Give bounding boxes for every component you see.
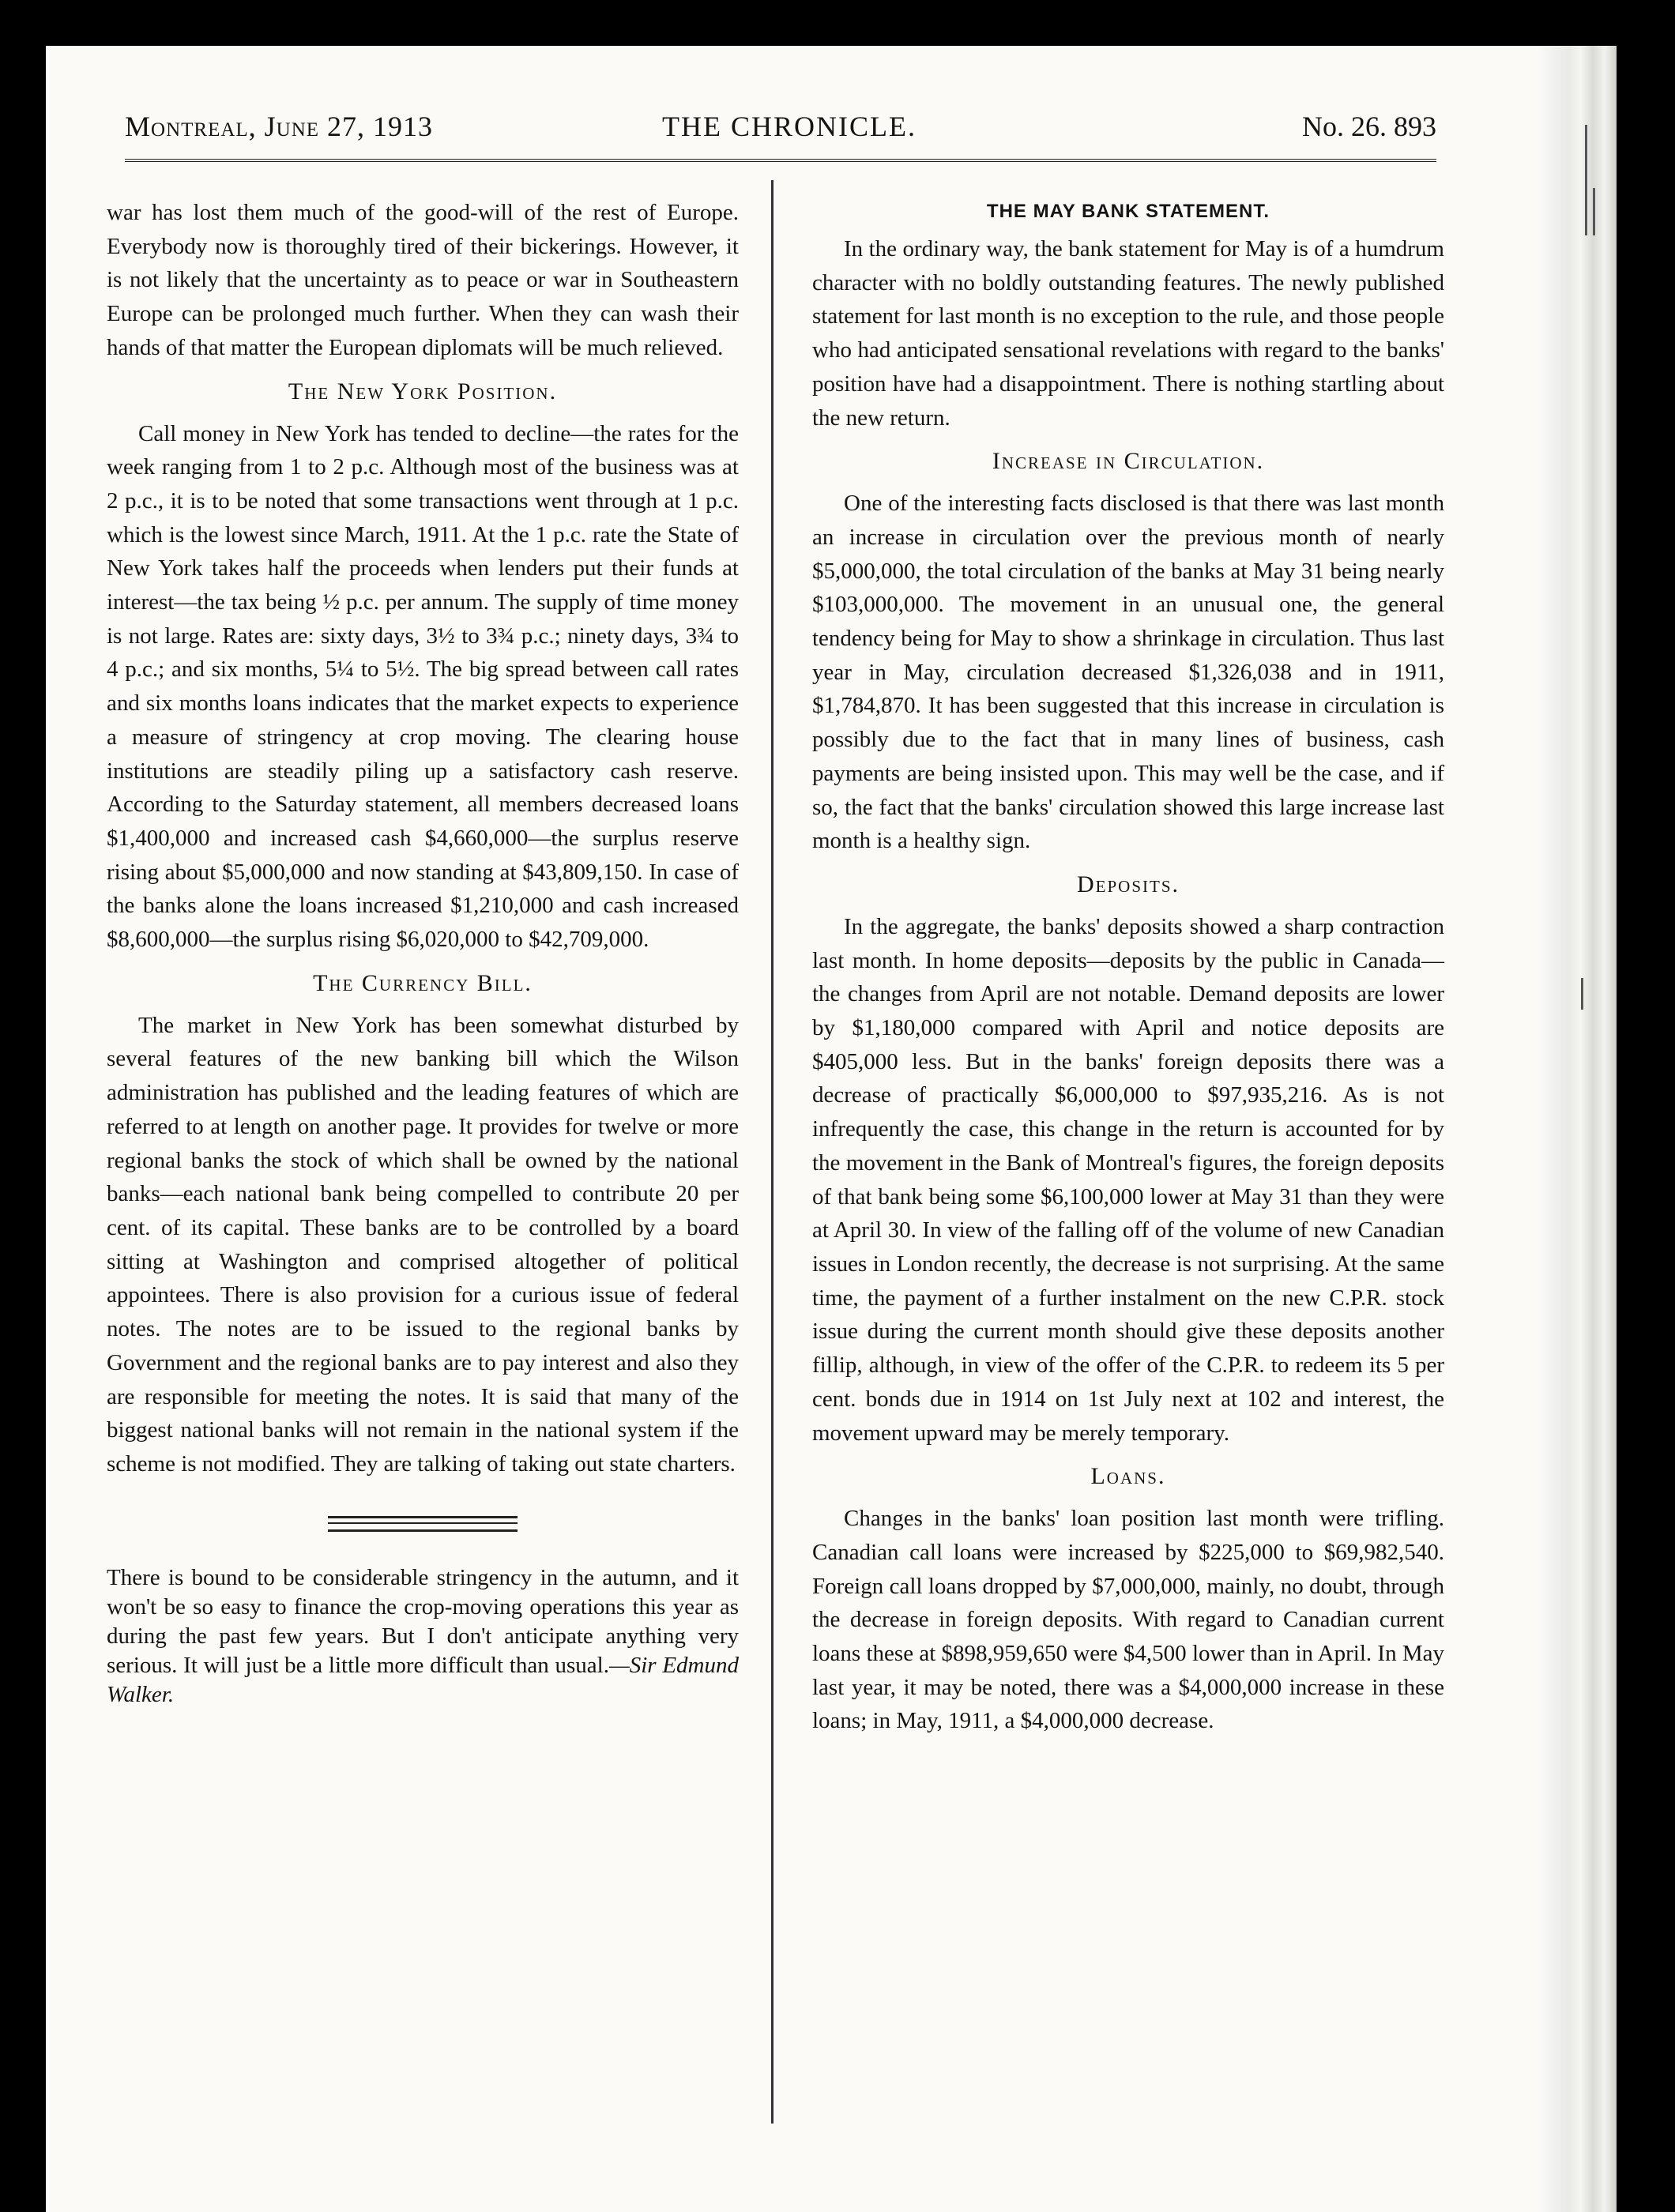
masthead-dateline: Montreal, June 27, 1913 bbox=[125, 111, 434, 142]
edge-mark bbox=[1585, 125, 1587, 235]
masthead-issue-page: No. 26. 893 bbox=[1302, 111, 1436, 142]
heading-loans: Loans. bbox=[1090, 1463, 1166, 1490]
heading-increase-in-circulation: Increase in Circulation. bbox=[992, 448, 1265, 475]
left-column bbox=[107, 196, 739, 1710]
heading-deposits: Deposits. bbox=[1076, 871, 1180, 897]
right-paragraph-4: Changes in the banks' loan position last month were trifling. Canadian call loans were increased by $225,000 to $69,982,540. Foreign call loans dropped by $7,000,000, mainly, no doubt, through the decrease in foreign deposits. With regard to Canadian current loans these at $898,959,650 were $4,500 lower than in April. In May last year, it may be noted, there was a $4,000,000 increase in these loans; in May, 1911, a $4,000,000 decrease. bbox=[812, 1506, 1444, 1734]
left-paragraph-2: Call money in New York has tended to decline—the rates for the week ranging from 1 to 2 p.c. Although most of the business was at 2 p.c., it is to be noted that some transactions went through at 1 p.c. which is the lowest since March, 1911. At the 1 p.c. rate the State of New York takes half the proceeds when lenders put their funds at interest—the tax being ½ p.c. per annum. The supply of time money is not large. Rates are: sixty days, 3½ to 3¾ p.c.; ninety days, 3¾ to 4 p.c.; and six months, 5¼ to 5½. The big spread between call rates and six months loans indicates that the market expects to experience a measure of stringency at crop moving. The clearing house institutions are steadily piling up a satisfactory cash reserve. According to the Saturday statement, all members decreased loans $1,400,000 and increased cash $4,660,000—the surplus reserve rising about $5,000,000 and now standing at $43,809,150. In case of the banks alone the loans increased $1,210,000 and cash increased $8,600,000—the surplus rising $6,020,000 to $42,709,000. bbox=[107, 420, 739, 953]
left-paragraph-3: The market in New York has been somewhat disturbed by several features of the new banking bill which the Wilson administration has published and the leading features of which are referred to at length on another page. It provides for twelve or more regional banks the stock of which shall be owned by the national banks—each national bank being compelled to contribute 20 per cent. of its capital. These banks are to be controlled by a board sitting at Washington and comprised altogether of political appointees. There is also provision for a curious issue of federal notes. The notes are to be issued to the regional banks by Government and the regional banks are to pay interest and also they are responsible for meeting the notes. It is said that many of the biggest national banks will not remain in the national system if the scheme is not modified. They are talking of taking out state charters. bbox=[107, 1012, 739, 1477]
heading-new-york-position: The New York Position. bbox=[288, 378, 558, 404]
masthead-title: THE CHRONICLE. bbox=[662, 111, 917, 142]
edge-mark bbox=[1581, 978, 1583, 1010]
heading-currency-bill: The Currency Bill. bbox=[313, 969, 533, 996]
right-paragraph-1: In the ordinary way, the bank statement for May is of a humdrum character with no boldly outstanding features. The newly published statement for last month is no exception to the rule, and those people who had anticipated sensational revelations with regard to the banks' position have had a disappointment. There is nothing startling about the new return. bbox=[812, 236, 1444, 431]
right-paragraph-3: In the aggregate, the banks' deposits showed a sharp contraction last month. In home deposits—deposits by the public in Canada—the changes from April are not notable. Demand deposits are lower by $1,180,000 compared with April and notice deposits are $405,000 less. But in the banks' foreign deposits there was a decrease of practically $6,000,000 to $97,935,216. As is not infrequently the case, this change in the return is accounted for by the movement in the Bank of Montreal's figures, the foreign deposits of that bank being some $6,100,000 lower at May 31 than they were at April 30. In view of the falling off of the volume of new Canadian issues in London recently, the decrease is not surprising. At the same time, the payment of a further instalment on the new C.P.R. stock issue during the current month should give these deposits another fillip, although, in view of the offer of the C.P.R. to redeem its 5 per cent. bonds due in 1914 on 1st July next at 102 and interest, the movement upward may be merely temporary. bbox=[812, 913, 1444, 1446]
quote-text: There is bound to be considerable stringency in the autumn, and it won't be so easy to finance the crop-moving operations this year as during the past few years. But I don't anticipate anything very serious. It will just be a little more difficult than usual. bbox=[107, 1564, 739, 1678]
masthead-rule bbox=[125, 159, 1436, 162]
left-paragraph-1: war has lost them much of the good-will of the rest of Europe. Everybody now is thoroughly tired of their bickerings. However, it is not likely that the uncertainty as to peace or war in Southeastern Europe can be prolonged much further. When they can wash their hands of that matter the European diplomats will be much relieved. bbox=[107, 200, 739, 360]
column-divider bbox=[771, 180, 774, 2124]
article-title: THE MAY BANK STATEMENT. bbox=[986, 201, 1270, 222]
masthead bbox=[125, 93, 1436, 156]
quote-signature: —Sir Edmund Walker. bbox=[107, 1652, 739, 1707]
edge-mark bbox=[1593, 188, 1595, 235]
section-separator bbox=[328, 1516, 518, 1532]
binding-edge bbox=[1538, 46, 1617, 2212]
newspaper-page bbox=[46, 46, 1538, 2212]
walker-quote bbox=[107, 1563, 739, 1710]
right-paragraph-2: One of the interesting facts disclosed is that there was last month an increase in circulation over the previous month of nearly $5,000,000, the total circulation of the banks at May 31 being nearly $103,000,000. The movement in an unusual one, the general tendency being for May to show a shrinkage in circulation. Thus last year in May, circulation decreased $1,326,038 and in 1911, $1,784,870. It has been suggested that this increase in circulation is possibly due to the fact that in many lines of business, cash payments are being insisted upon. This may well be the case, and if so, the fact that the banks' circulation showed this large increase last month is a healthy sign. bbox=[812, 491, 1444, 854]
right-column bbox=[812, 196, 1444, 1738]
